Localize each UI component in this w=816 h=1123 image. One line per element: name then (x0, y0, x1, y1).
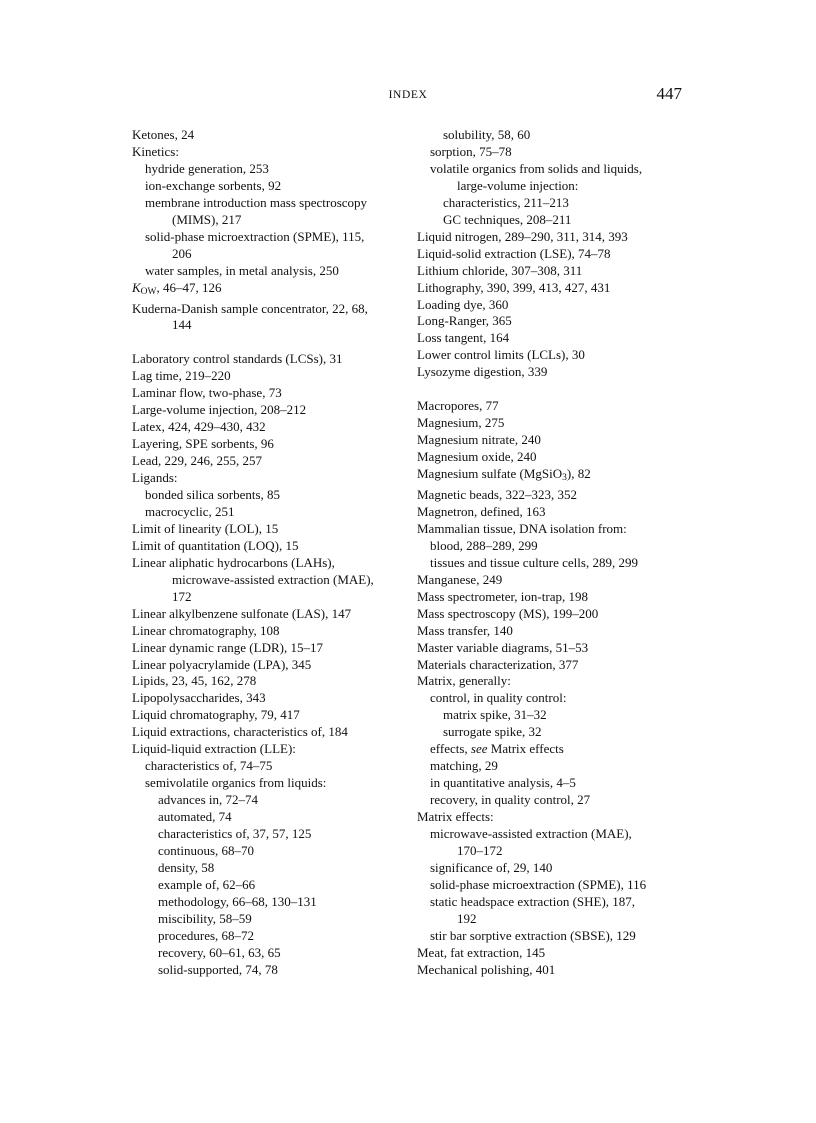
index-entry: Lithium chloride, 307–308, 311 (417, 262, 583, 278)
index-entry: Mass transfer, 140 (417, 622, 513, 638)
index-entry: Matrix, generally: (417, 673, 511, 689)
index-entry: Linear aliphatic hydrocarbons (LAHs), (132, 554, 335, 570)
index-subentry: continuous, 68–70 (158, 843, 255, 859)
index-subentry: significance of, 29, 140 (430, 859, 553, 875)
index-entry: Mass spectroscopy (MS), 199–200 (417, 605, 599, 621)
index-entry: Magnesium sulfate (MgSiO$_3$), 82 (417, 466, 591, 484)
index-subentry: static headspace extraction (SHE), 187, (430, 893, 636, 909)
index-entry: Ligands: (132, 470, 178, 486)
index-entry: Loading dye, 360 (417, 296, 509, 312)
index-entry: Ketones, 24 (132, 127, 195, 142)
index-subentry: solid-phase microextraction (SPME), 116 (430, 876, 647, 892)
subscript: OW (140, 286, 157, 297)
index-subentry: 170–172 (457, 843, 503, 859)
index-column-left (132, 127, 400, 979)
index-subentry: solid-phase microextraction (SPME), 115, (145, 228, 365, 244)
index-entry: Mammalian tissue, DNA isolation from: (417, 520, 627, 536)
index-column-right (417, 127, 687, 979)
index-entry: Lysozyme digestion, 339 (417, 364, 548, 380)
index-entry: Meat, fat extraction, 145 (417, 944, 546, 960)
index-entry: Linear polyacrylamide (LPA), 345 (132, 656, 312, 672)
index-subentry: large-volume injection: (457, 177, 579, 193)
index-entry: Laboratory control standards (LCSs), 31 (132, 351, 343, 367)
index-entry: Linear alkylbenzene sulfonate (LAS), 147 (132, 605, 352, 621)
index-entry: Mass spectrometer, ion-trap, 198 (417, 588, 588, 604)
index-entry: Lipopolysaccharides, 343 (132, 690, 266, 706)
index-entry: Kinetics: (132, 143, 179, 159)
index-subentry: sorption, 75–78 (430, 143, 512, 159)
index-entry: Limit of quantitation (LOQ), 15 (132, 537, 299, 553)
subscript: 3 (562, 473, 567, 484)
index-entry: Lag time, 219–220 (132, 368, 231, 384)
index-subentry: membrane introduction mass spectroscopy (145, 194, 368, 210)
index-entry: Loss tangent, 164 (417, 330, 510, 346)
index-subentry: characteristics, 211–213 (443, 194, 569, 210)
index-subentry: semivolatile organics from liquids: (145, 775, 327, 791)
index-subentry: effects, see Matrix effects (430, 741, 564, 757)
index-entry: Manganese, 249 (417, 571, 503, 587)
index-entry: Lead, 229, 246, 255, 257 (132, 453, 262, 469)
index-subentry: miscibility, 58–59 (158, 910, 252, 926)
index-subentry: solubility, 58, 60 (443, 127, 531, 142)
page-title: INDEX (388, 89, 428, 101)
index-subentry: bonded silica sorbents, 85 (145, 487, 281, 502)
index-entry: Kuderna-Danish sample concentrator, 22, 68, (132, 300, 368, 316)
running-head (0, 86, 816, 108)
index-subentry: microwave-assisted extraction (MAE), (172, 571, 374, 587)
page-number: 447 (656, 84, 682, 103)
index-subentry: blood, 288–289, 299 (430, 537, 538, 553)
index-entry: Magnesium oxide, 240 (417, 449, 537, 465)
index-subentry: (MIMS), 217 (172, 211, 242, 227)
index-entry: Layering, SPE sorbents, 96 (132, 436, 274, 452)
index-entry: Lipids, 23, 45, 162, 278 (132, 673, 257, 689)
index-subentry: characteristics of, 74–75 (145, 758, 273, 774)
index-entry: Macropores, 77 (417, 398, 499, 414)
index-subentry: surrogate spike, 32 (443, 724, 542, 740)
index-subentry: ion-exchange sorbents, 92 (145, 177, 282, 193)
index-subentry: advances in, 72–74 (158, 792, 259, 808)
index-subentry: recovery, 60–61, 63, 65 (158, 944, 281, 960)
index-entry: Magnetron, defined, 163 (417, 503, 546, 519)
section-gap (132, 334, 400, 351)
index-subentry: matrix spike, 31–32 (443, 707, 547, 723)
index-subentry: 172 (172, 588, 192, 604)
index-entry: Liquid-solid extraction (LSE), 74–78 (417, 245, 611, 261)
index-subentry: characteristics of, 37, 57, 125 (158, 826, 312, 842)
index-entry: Linear chromatography, 108 (132, 622, 280, 638)
index-entry: Magnetic beads, 322–323, 352 (417, 487, 577, 502)
index-subentry: 206 (172, 245, 192, 261)
index-subentry: volatile organics from solids and liquids, (430, 160, 643, 176)
index-entry: Liquid chromatography, 79, 417 (132, 707, 300, 723)
index-subentry: example of, 62–66 (158, 876, 256, 892)
index-subentry: control, in quality control: (430, 690, 567, 706)
index-entry: Master variable diagrams, 51–53 (417, 639, 589, 655)
index-subentry: matching, 29 (430, 758, 498, 774)
index-entry: Magnesium nitrate, 240 (417, 432, 541, 448)
index-subentry: tissues and tissue culture cells, 289, 299 (430, 554, 638, 570)
index-subentry: in quantitative analysis, 4–5 (430, 775, 576, 791)
index-entry: Mechanical polishing, 401 (417, 961, 556, 977)
index-entry: Large-volume injection, 208–212 (132, 402, 307, 418)
index-subentry: 144 (172, 317, 192, 333)
index-entry: Lower control limits (LCLs), 30 (417, 347, 585, 363)
index-subentry: solid-supported, 74, 78 (158, 961, 278, 977)
italic-symbol: K (132, 279, 141, 295)
section-gap (417, 381, 687, 398)
index-entry: Limit of linearity (LOL), 15 (132, 520, 279, 536)
index-subentry: macrocyclic, 251 (145, 503, 235, 519)
index-entry: Liquid nitrogen, 289–290, 311, 314, 393 (417, 228, 628, 244)
index-entry: Latex, 424, 429–430, 432 (132, 419, 266, 435)
index-entry: Linear dynamic range (LDR), 15–17 (132, 639, 323, 655)
index-entry: Lithography, 390, 399, 413, 427, 431 (417, 279, 611, 295)
index-entry: $K_{OW}$, 46–47, 126 (132, 279, 222, 297)
index-entry: Magnesium, 275 (417, 415, 505, 431)
see-reference: see (470, 741, 488, 757)
index-entry: Matrix effects: (417, 809, 494, 825)
index-subentry: stir bar sorptive extraction (SBSE), 129 (430, 927, 636, 943)
index-entry: Materials characterization, 377 (417, 656, 579, 672)
index-entry: Laminar flow, two-phase, 73 (132, 385, 282, 401)
index-subentry: density, 58 (158, 859, 215, 875)
index-subentry: procedures, 68–72 (158, 927, 255, 943)
index-subentry: GC techniques, 208–211 (443, 211, 572, 227)
index-entry: Liquid-liquid extraction (LLE): (132, 741, 296, 757)
index-subentry: microwave-assisted extraction (MAE), (430, 826, 632, 842)
index-subentry: 192 (457, 910, 477, 926)
index-subentry: recovery, in quality control, 27 (430, 792, 591, 808)
index-subentry: methodology, 66–68, 130–131 (158, 893, 317, 909)
index-entry: Liquid extractions, characteristics of, 184 (132, 724, 348, 740)
index-subentry: hydride generation, 253 (145, 160, 269, 176)
index-subentry: automated, 74 (158, 809, 232, 825)
index-entry: Long-Ranger, 365 (417, 313, 512, 329)
index-subentry: water samples, in metal analysis, 250 (145, 262, 339, 278)
